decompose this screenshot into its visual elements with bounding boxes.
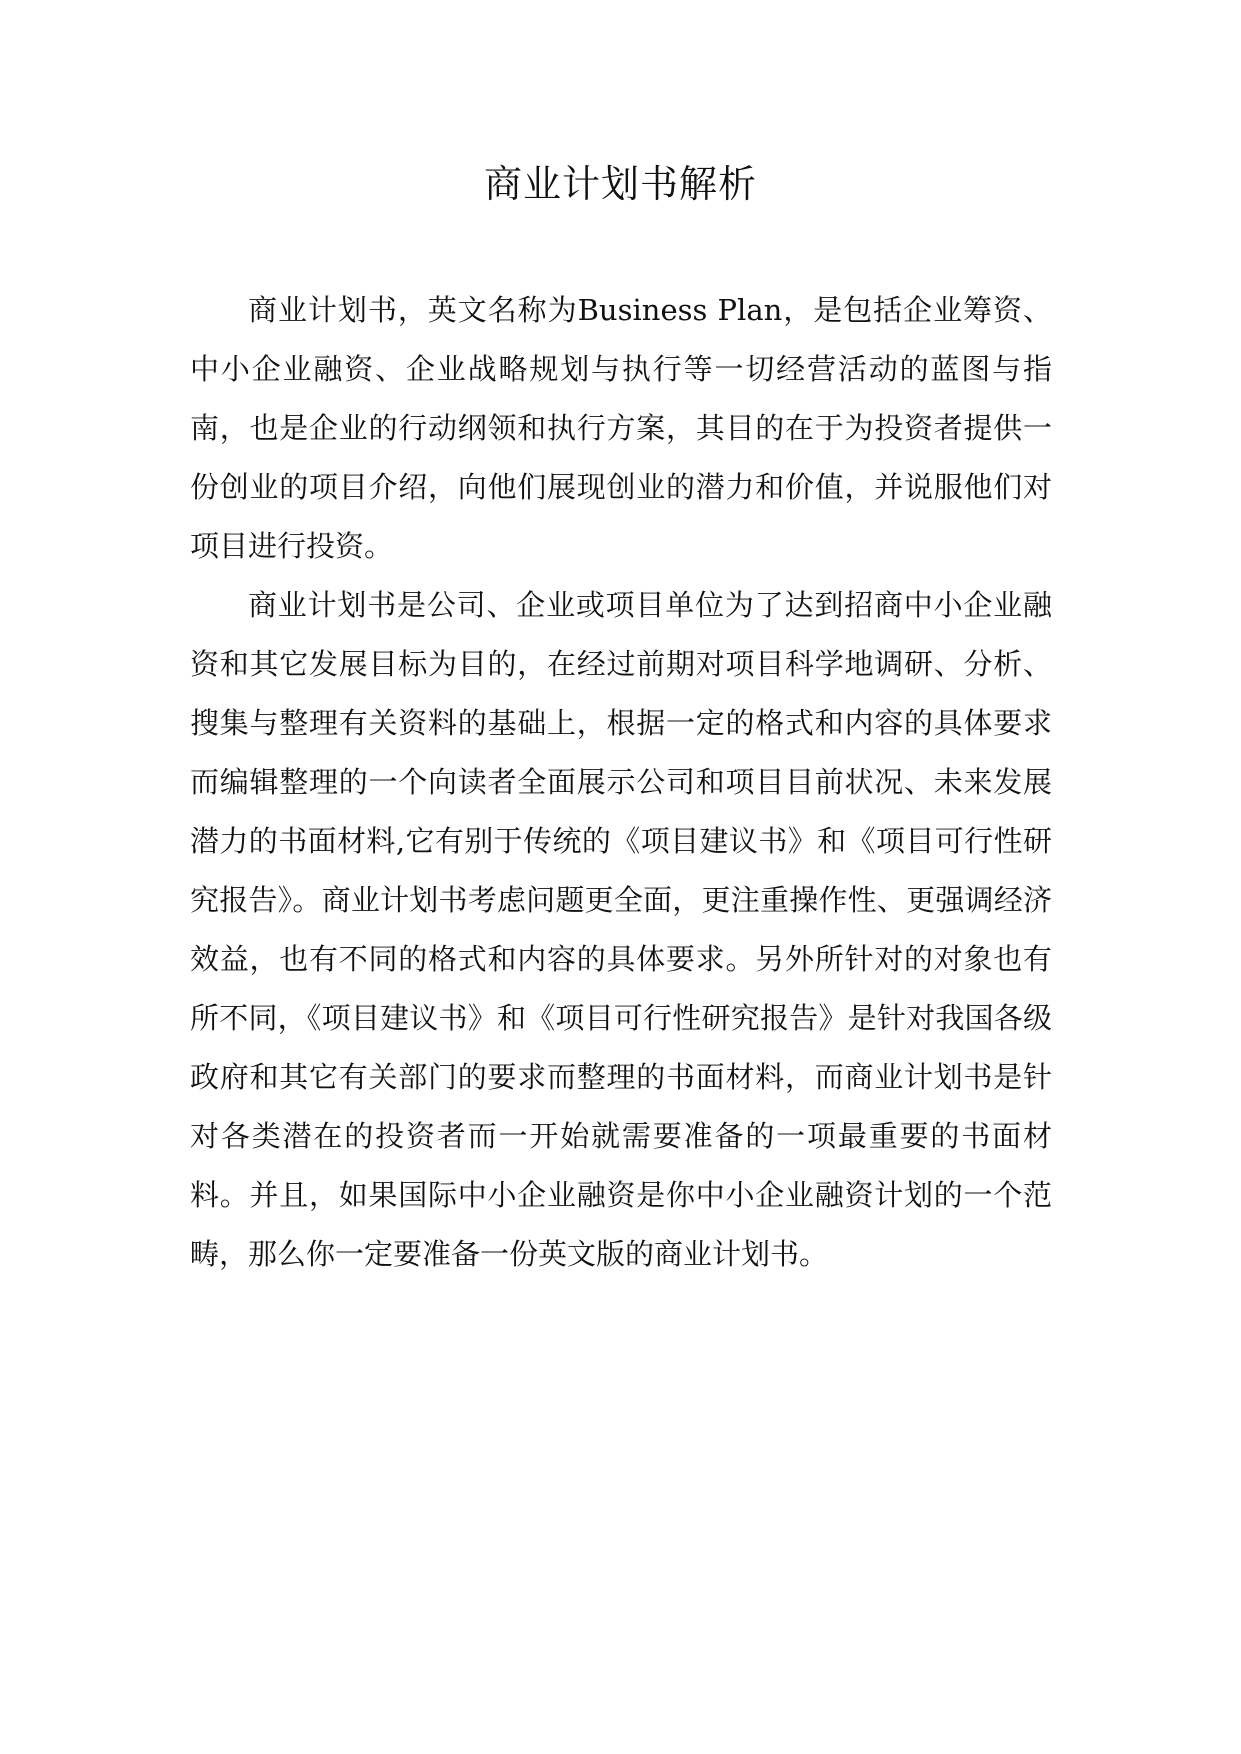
page-title: 商业计划书解析	[483, 162, 757, 206]
document-body	[190, 281, 1052, 1284]
paragraph-2: 商业计划书是公司、企业或项目单位为了达到招商中小企业融资和其它发展目标为目的，在经过前期对项目科学地调研、分析、搜集与整理有关资料的基础上，根据一定的格式和内容的具体要求而编辑整理的一个向读者全面展示公司和项目目前状况、未来发展潜力的书面材料,它有别于传统的《项目建议书》和《项目可行性研究报告》。商业计划书考虑问题更全面，更注重操作性、更强调经济效益，也有不同的格式和内容的具体要求。另外所针对的对象也有所不同，《项目建议书》和《项目可行性研究报告》是针对我国各级政府和其它有关部门的要求而整理的书面材料，而商业计划书是针对各类潜在的投资者而一开始就需要准备的一项最重要的书面材料。并且，如果国际中小企业融资是你中小企业融资计划的一个范畴，那么你一定要准备一份英文版的商业计划书。	[190, 588, 1052, 1271]
paragraph-1: 商业计划书，英文名称为Business Plan，是包括企业筹资、中小企业融资、企业战略规划与执行等一切经营活动的蓝图与指南，也是企业的行动纲领和执行方案，其目的在于为投资者提供一份创业的项目介绍，向他们展现创业的潜力和价值，并说服他们对项目进行投资。	[190, 293, 1052, 563]
